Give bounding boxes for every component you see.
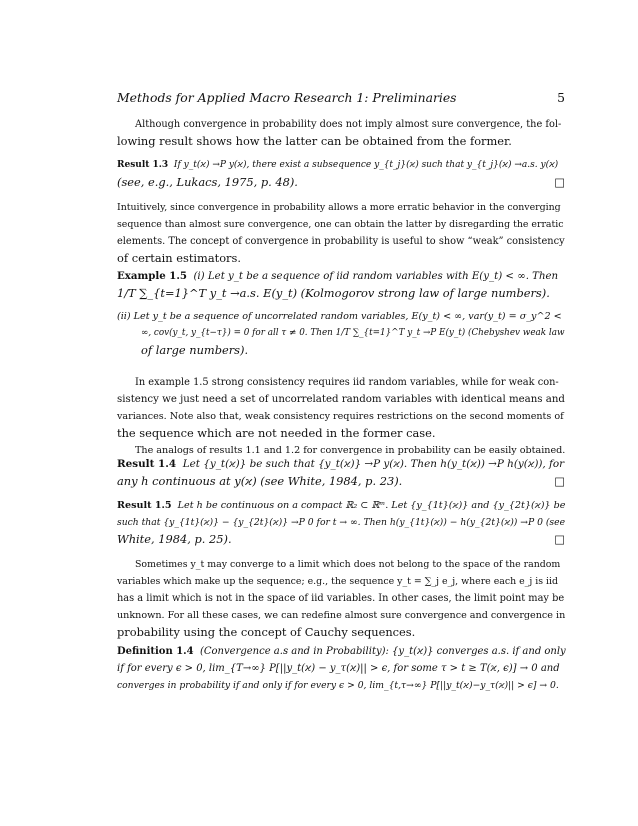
- qed-symbol: □: [554, 474, 565, 488]
- example-1-5: [117, 268, 565, 359]
- example-text: ∞, cov(y_t, y_{t−τ}) = 0 for all τ ≠ 0. Then 1/T ∑_{t=1}^T y_t →P E(y_t) (Chebyshev weak law: [141, 328, 565, 338]
- running-title: Methods for Applied Macro Research 1: Preliminaries: [117, 90, 457, 105]
- qed-symbol: □: [554, 532, 565, 546]
- result-1-4: [117, 456, 565, 490]
- result-1-3: [117, 157, 565, 191]
- text-line: lowing result shows how the latter can be obtained from the former.: [117, 134, 512, 148]
- result-text: Let h be continuous on a compact ℝ₂ ⊂ ℝᵐ. Let {y_{1t}(ϰ)} and {y_{2t}(ϰ)} be: [177, 500, 566, 511]
- qed-symbol: □: [554, 175, 565, 189]
- paragraph-intro: [117, 116, 565, 150]
- text-line: unknown. For all these cases, we can redefine almost sure convergence and convergence in: [117, 610, 566, 621]
- result-text: such that {y_{1t}(ϰ)} − {y_{2t}(ϰ)} →P 0 for t → ∞. Then h(y_{1t}(ϰ)) − h(y_{2t}(ϰ)) →P 0 (see: [117, 517, 566, 528]
- example-label: Example 1.5: [117, 270, 187, 282]
- text-line: Although convergence in probability does not imply almost sure convergence, the fol-: [135, 119, 562, 130]
- result-text: (see, e.g., Lukacs, 1975, p. 48).: [117, 175, 298, 189]
- text-line: sequence than almost sure convergence, one can obtain the latter by disregarding the erratic: [117, 219, 564, 230]
- text-line: elements. The concept of convergence in probability is useful to show “weak” consistency: [117, 236, 565, 247]
- example-text: (i) Let y_t be a sequence of iid random variables with E(y_t) < ∞. Then: [193, 271, 559, 282]
- result-1-5: [117, 497, 565, 548]
- text-line: sistency we just need a set of uncorrelated random variables with identical means and: [117, 394, 565, 405]
- definition-1-4: [117, 643, 565, 694]
- example-text: 1/T ∑_{t=1}^T y_t →a.s. E(y_t) (Kolmogorov strong law of large numbers).: [117, 286, 550, 300]
- text-line: variances. Note also that, weak consistency requires restrictions on the second moments of: [117, 411, 564, 422]
- text-line: The analogs of results 1.1 and 1.2 for convergence in probability can be easily obtained.: [135, 445, 566, 456]
- definition-label: Definition 1.4: [117, 646, 194, 657]
- result-label: Result 1.5: [117, 500, 172, 511]
- text-line: of certain estimators.: [117, 251, 241, 265]
- paragraph-cauchy: [117, 556, 565, 641]
- definition-text: (Convergence a.s and in Probability): {y_t(ϰ)} converges a.s. if and only: [199, 646, 566, 657]
- text-line: the sequence which are not needed in the former case.: [117, 426, 436, 440]
- result-label: Result 1.3: [117, 160, 169, 170]
- result-text: any h continuous at y(ϰ) (see White, 1984, p. 23).: [117, 474, 403, 488]
- running-header: [117, 90, 565, 106]
- result-text: If y_t(ϰ) →P y(ϰ), there exist a subsequence y_{t_j}(ϰ) such that y_{t_j}(ϰ) →a.s. y(ϰ): [173, 160, 559, 170]
- text-line: Intuitively, since convergence in probability allows a more erratic behavior in the converging: [117, 202, 561, 213]
- text-line: Sometimes y_t may converge to a limit which does not belong to the space of the random: [135, 559, 561, 570]
- text-line: probability using the concept of Cauchy sequences.: [117, 625, 416, 639]
- example-text: of large numbers).: [141, 343, 249, 357]
- page-number: 5: [557, 90, 565, 105]
- text-line: has a limit which is not in the space of iid variables. In other cases, the limit point may be: [117, 593, 565, 604]
- example-text: (ii) Let y_t be a sequence of uncorrelated random variables, E(y_t) < ∞, var(y_t) = σ_y^2 <: [117, 311, 562, 322]
- result-label: Result 1.4: [117, 458, 177, 470]
- result-text: White, 1984, p. 25).: [117, 532, 232, 546]
- paragraph-intuition: [117, 199, 565, 267]
- paragraph-consistency: [117, 374, 565, 459]
- result-text: Let {y_t(ϰ)} be such that {y_t(ϰ)} →P y(ϰ). Then h(y_t(ϰ)) →P h(y(ϰ)), for: [182, 458, 565, 470]
- definition-text: converges in probability if and only if for every ϵ > 0, lim_{t,τ→∞} P[||y_t(ϰ)−y_τ(ϰ)|| > ϵ] → 0.: [117, 680, 559, 691]
- text-line: In example 1.5 strong consistency requires iid random variables, while for weak con-: [135, 377, 559, 388]
- text-line: variables which make up the sequence; e.g., the sequence y_t = ∑_j e_j, where each e_j is iid: [117, 576, 559, 587]
- definition-text: if for every ϵ > 0, lim_{T→∞} P[||y_t(ϰ) − y_τ(ϰ)|| > ϵ, for some τ > t ≥ T(ϰ, ϵ)] → 0 and: [117, 663, 560, 674]
